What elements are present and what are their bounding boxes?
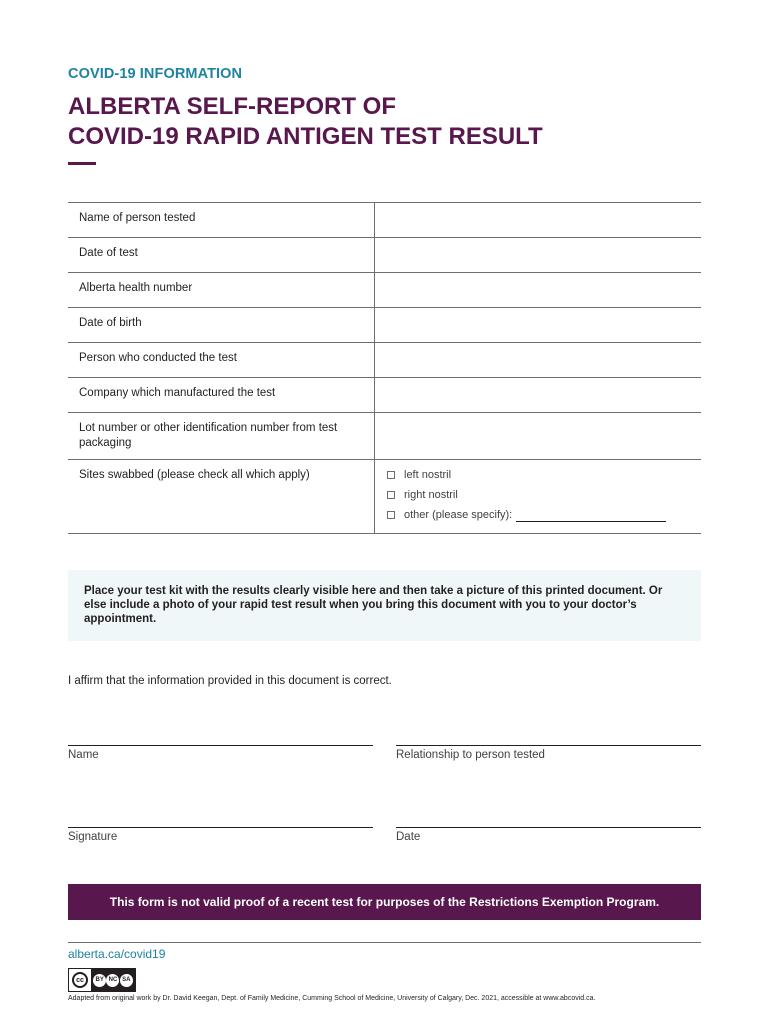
- name-of-person-tested-field[interactable]: [375, 203, 702, 238]
- option-label: left nostril: [404, 468, 452, 481]
- table-row: [68, 308, 701, 343]
- report-form-table: [68, 202, 701, 534]
- date-label: Date: [396, 831, 421, 843]
- photo-instructions: Place your test kit with the results clearly visible here and then take a picture of this printed document. Or else include a photo of your rapid test result when you bring this document with you to your doctor’s appointment.: [68, 570, 701, 641]
- test-manufacturer-field[interactable]: [375, 378, 702, 413]
- option-other[interactable]: [385, 505, 691, 525]
- field-label: Name of person tested: [68, 203, 375, 238]
- table-row: [68, 413, 701, 460]
- relationship-signature-line[interactable]: [396, 745, 701, 746]
- checkbox-icon[interactable]: [387, 491, 395, 499]
- date-signature-line[interactable]: [396, 827, 701, 828]
- by-icon: BY: [93, 974, 106, 987]
- covid19-link[interactable]: alberta.ca/covid19: [68, 947, 166, 961]
- table-row: [68, 460, 701, 534]
- checkbox-icon[interactable]: [387, 471, 395, 479]
- field-label: Date of birth: [68, 308, 375, 343]
- date-of-test-field[interactable]: [375, 238, 702, 273]
- checkbox-icon[interactable]: [387, 511, 395, 519]
- date-of-birth-field[interactable]: [375, 308, 702, 343]
- banner-text: This form is not valid proof of a recent test for purposes of the Restrictions Exemption Program.: [109, 895, 660, 909]
- field-label: Alberta health number: [68, 273, 375, 308]
- name-signature-line[interactable]: [68, 745, 373, 746]
- license-terms: [91, 969, 135, 991]
- name-label: Name: [68, 749, 99, 761]
- relationship-label: Relationship to person tested: [396, 749, 545, 761]
- field-label: Date of test: [68, 238, 375, 273]
- page-title: [68, 92, 543, 152]
- option-right-nostril[interactable]: [385, 485, 691, 505]
- table-row: [68, 203, 701, 238]
- eyebrow: COVID-19 INFORMATION: [68, 66, 243, 82]
- footer-divider: [68, 942, 701, 943]
- title-line-2: COVID-19 RAPID ANTIGEN TEST RESULT: [68, 123, 543, 150]
- validity-banner: [68, 884, 701, 920]
- table-row: [68, 378, 701, 413]
- field-label: Sites swabbed (please check all which apply): [68, 460, 375, 534]
- signature-line[interactable]: [68, 827, 373, 828]
- field-label: Company which manufactured the test: [68, 378, 375, 413]
- lot-number-field[interactable]: [375, 413, 702, 460]
- signature-label: Signature: [68, 831, 118, 843]
- affirmation-text: I affirm that the information provided in this document is correct.: [68, 675, 392, 687]
- title-line-1: ALBERTA SELF-REPORT OF: [68, 93, 396, 120]
- table-row: [68, 273, 701, 308]
- sa-icon: SA: [120, 974, 133, 987]
- option-label: right nostril: [404, 488, 458, 501]
- table-row: [68, 238, 701, 273]
- nc-icon: NC: [106, 974, 119, 987]
- table-row: [68, 343, 701, 378]
- other-specify-field[interactable]: [516, 509, 666, 522]
- option-left-nostril[interactable]: [385, 465, 691, 485]
- title-rule: [68, 162, 96, 165]
- option-label: other (please specify):: [404, 508, 513, 521]
- alberta-health-number-field[interactable]: [375, 273, 702, 308]
- field-label: Lot number or other identification number from test packaging: [68, 413, 375, 460]
- field-label: Person who conducted the test: [68, 343, 375, 378]
- cc-icon: cc: [69, 969, 91, 991]
- sites-swabbed-options: [375, 460, 702, 534]
- creative-commons-license-icon: [68, 968, 136, 992]
- person-who-conducted-test-field[interactable]: [375, 343, 702, 378]
- attribution-credit: Adapted from original work by Dr. David Keegan, Dept. of Family Medicine, Cumming School of Medicine, University of Calgary, Dec. 2021, accessible at www.abcovid.ca.: [68, 995, 596, 1002]
